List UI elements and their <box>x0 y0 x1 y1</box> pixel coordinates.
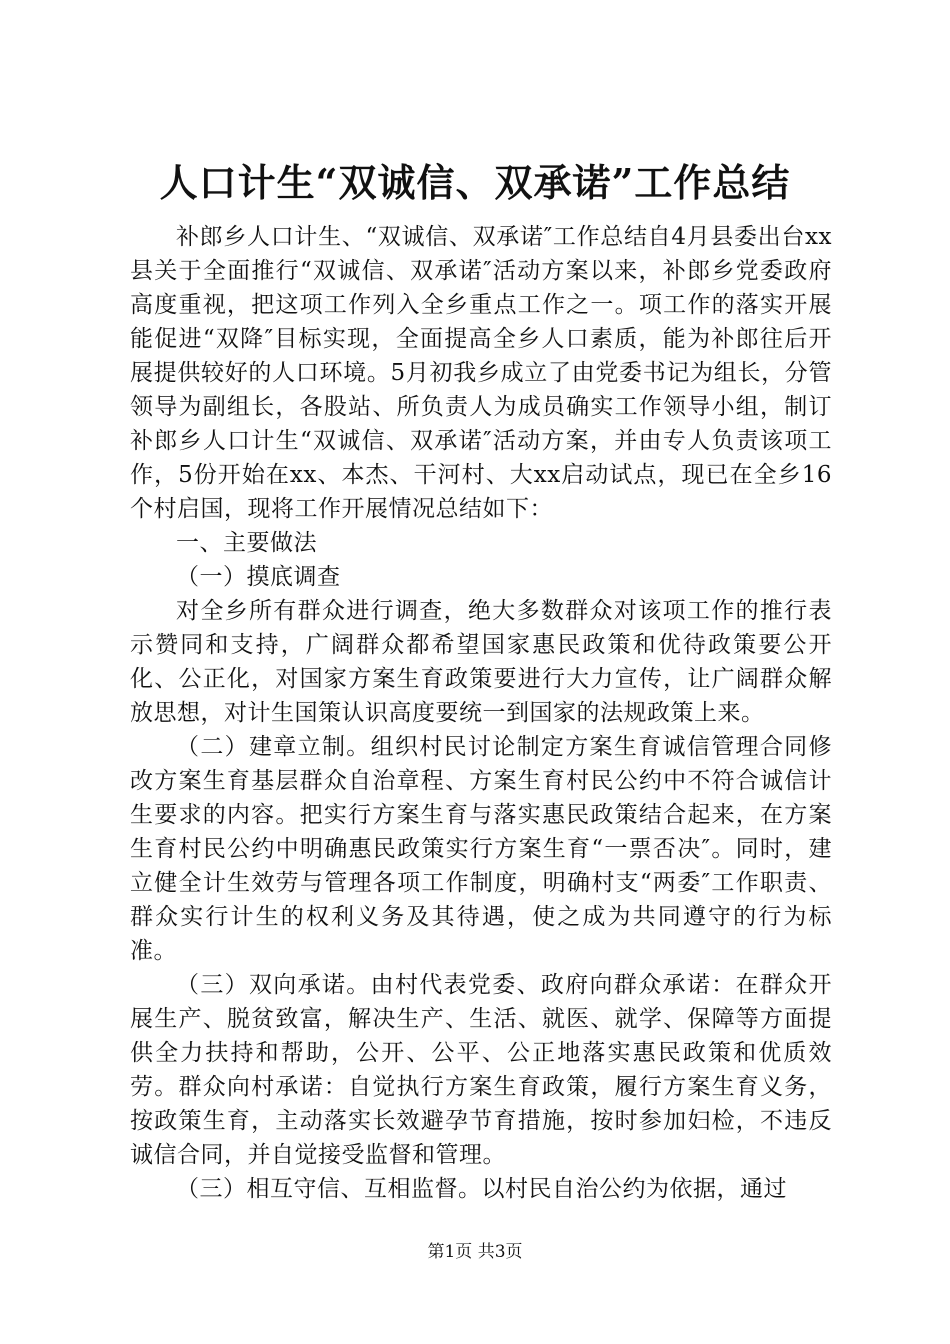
page-footer: 第1页 共3页 <box>427 1242 523 1262</box>
paragraph-mutual-supervision: （三）相互守信、互相监督。以村民自治公约为依据，通过 <box>176 1176 787 1202</box>
document-title: 人口计生“双诚信、双承诺”工作总结 <box>159 160 791 205</box>
document-body <box>130 220 832 1206</box>
paragraph-intro: 补郎乡人口计生、“双诚信、双承诺″工作总结自4月县委出台xx县关于全面推行“双诚信、双承诺″活动方案以来，补郎乡党委政府高度重视，把这项工作列入全乡重点工作之一。项工作的落实开展能促进“双降″目标实现，全面提高全乡人口素质，能为补郎往后开展提供较好的人口环境。5月初我乡成立了由党委书记为组长，分管领导为副组长，各股站、所负责人为成员确实工作领导小组，制订补郎乡人口计生“双诚信、双承诺″活动方案，并由专人负责该项工作，5份开始在xx、本杰、干河村、大xx启动试点，现已在全乡16个村启国，现将工作开展情况总结如下： <box>130 224 832 522</box>
subsection-heading-survey: （一）摸底调查 <box>176 564 341 590</box>
paragraph-two-way-commitment: （三）双向承诺。由村代表党委、政府向群众承诺：在群众开展生产、脱贫致富，解决生产、生活、就医、就学、保障等方面提供全力扶持和帮助，公开、公平、公正地落实惠民政策和优质效劳。群众向村承诺：自觉执行方案生育政策，履行方案生育义务，按政策生育，主动落实长效避孕节育措施，按时参加妇检，不违反诚信合同，并自觉接受监督和管理。 <box>130 972 832 1168</box>
paragraph-regulations: （二）建章立制。组织村民讨论制定方案生育诚信管理合同修改方案生育基层群众自治章程、方案生育村民公约中不符合诚信计生要求的内容。把实行方案生育与落实惠民政策结合起来，在方案生育村民公约中明确惠民政策实行方案生育“一票否决″。同时，建立健全计生效劳与管理各项工作制度，明确村支“两委″工作职责、群众实行计生的权利义务及其待遇，使之成为共同遵守的行为标准。 <box>130 734 832 964</box>
section-heading-main-methods: 一、主要做法 <box>176 530 317 556</box>
paragraph-survey: 对全乡所有群众进行调查，绝大多数群众对该项工作的推行表示赞同和支持，广阔群众都希望国家惠民政策和优待政策要公开化、公正化，对国家方案生育政策要进行大力宣传，让广阔群众解放思想，对计生国策认识高度要统一到国家的法规政策上来。 <box>130 598 832 726</box>
